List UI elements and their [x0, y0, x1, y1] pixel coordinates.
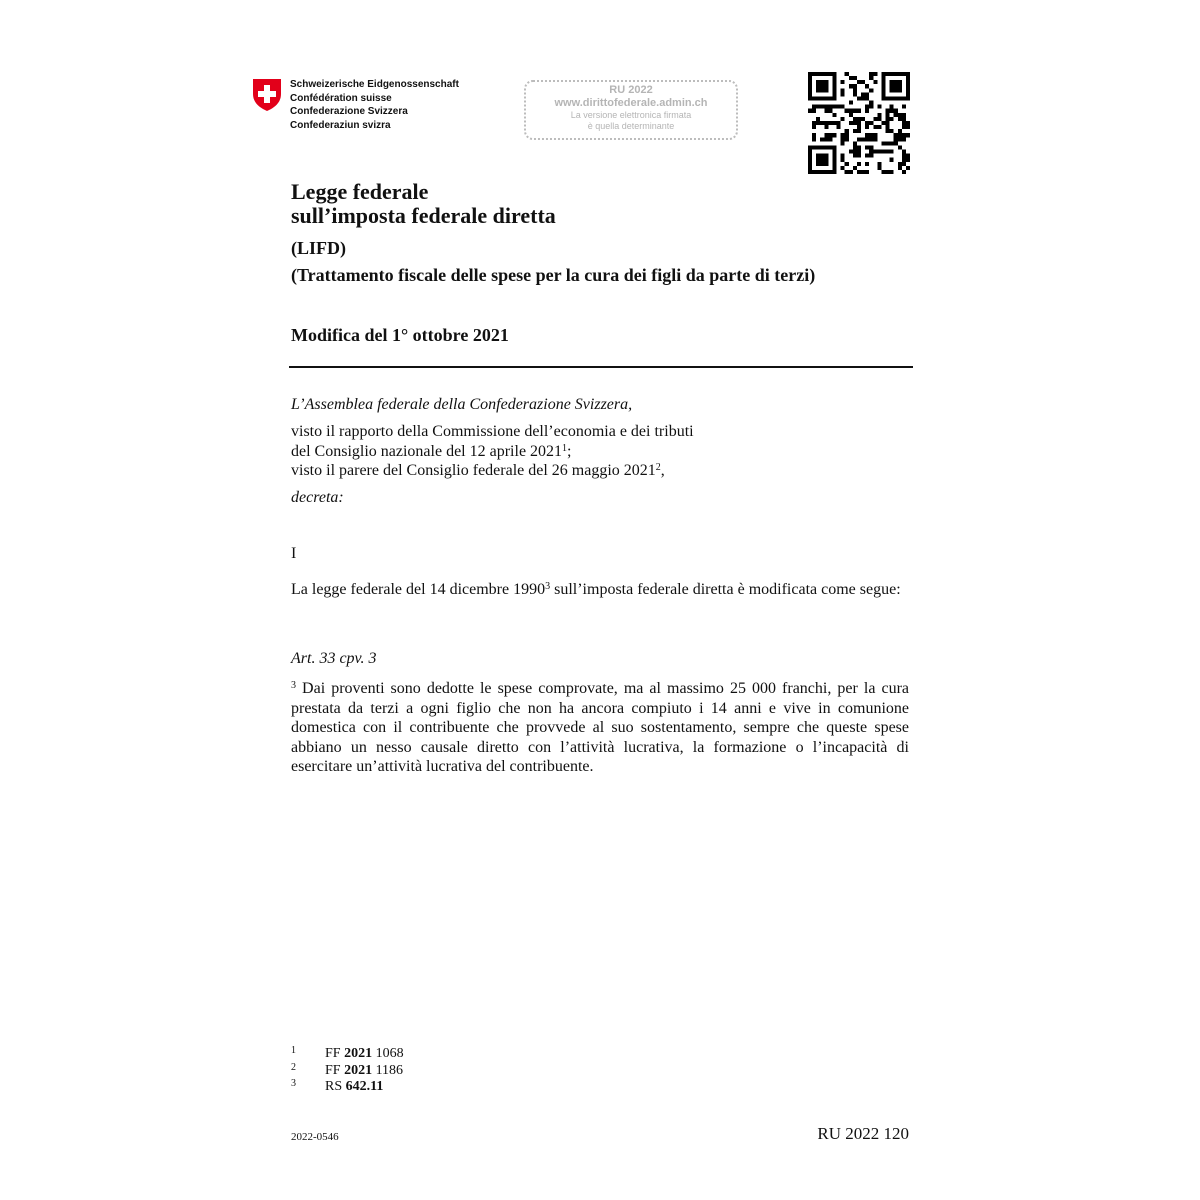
- stamp-collection: RU 2022: [609, 84, 653, 96]
- article-heading: Art. 33 cpv. 3: [291, 650, 377, 667]
- footnote-year: 2021: [344, 1062, 373, 1078]
- footnote-number: 1: [291, 1045, 296, 1056]
- paragraph-text: Dai proventi sono dedotte le spese comprovate, ma al massimo 25 000 franchi, per la cura prestata da terzi a ogni figlio che non ha ancora compiuto i 14 anni e vive in comunione domestica con il contribuente che provvede al suo sostentamento, sempre che queste spese abbiano un nesso causale diretto con l’attività lucrativa, la formazione o l’incapacità di esercitare un’attività lucrativa del contribuente.: [291, 680, 909, 775]
- stamp-website: www.dirittofederale.admin.ch: [554, 97, 708, 109]
- preamble-line-3-end: ,: [660, 462, 665, 479]
- assembly-line: L’Assemblea federale della Confederazione Svizzera,: [291, 396, 633, 413]
- footnote-ref-3[interactable]: 3: [545, 581, 551, 592]
- footnote-item: [291, 1079, 404, 1096]
- paragraph-number: 3: [291, 680, 296, 691]
- decreta-line: decreta:: [291, 489, 344, 506]
- amendment-intro: [291, 580, 909, 600]
- title-line-2: sull’imposta federale diretta: [291, 203, 556, 228]
- footnote-prefix: FF: [325, 1046, 341, 1061]
- confederation-name-it: Confederazione Svizzera: [290, 106, 408, 117]
- footnote-text: [325, 1079, 383, 1096]
- footnote-prefix: FF: [325, 1062, 341, 1078]
- footnote-page: 1068: [375, 1046, 404, 1061]
- preamble-line-2-end: ;: [567, 442, 572, 460]
- section-heading: I: [291, 545, 297, 562]
- confederation-name-fr: Confédération suisse: [290, 92, 392, 104]
- confederation-name-rm: Confederaziun svizra: [290, 119, 391, 131]
- stamp-note-line2: è quella determinante: [587, 121, 675, 131]
- footnote-prefix: RS: [325, 1079, 343, 1094]
- preamble-line-2: [291, 442, 694, 462]
- document-subtitle: (Trattamento fiscale delle spese per la cura dei figli da parte di terzi): [291, 265, 816, 285]
- preamble-considerations: [291, 422, 694, 481]
- electronic-signature-stamp: [524, 80, 738, 140]
- preamble-line-3: [291, 461, 694, 481]
- stamp-note-line1: La versione elettronica firmata: [570, 110, 692, 120]
- footnotes: [291, 1046, 404, 1096]
- footnote-text: [325, 1046, 404, 1063]
- article-paragraph: [291, 679, 909, 777]
- footnote-year: 2021: [344, 1046, 373, 1061]
- document-number: 2022-0546: [291, 1131, 339, 1143]
- title-divider: [289, 366, 913, 368]
- intro-text-a: La legge federale del 14 dicembre 1990: [291, 581, 546, 598]
- title-abbreviation: (LIFD): [291, 238, 346, 258]
- document-title: [291, 180, 556, 228]
- footnote-ref-1[interactable]: 1: [562, 442, 568, 454]
- page-reference: RU 2022 120: [817, 1124, 909, 1143]
- title-line-1: Legge federale: [291, 179, 429, 204]
- footnote-number: 3: [291, 1078, 296, 1089]
- footnote-number: 2: [291, 1061, 296, 1073]
- footnote-page: 1186: [375, 1062, 404, 1078]
- footnote-text: [325, 1063, 403, 1080]
- qr-code-icon: [808, 72, 910, 174]
- intro-text-b: sull’imposta federale diretta è modificata come segue:: [550, 581, 901, 598]
- preamble-line-1: visto il rapporto della Commissione dell’economia e dei tributi: [291, 423, 694, 440]
- preamble-line-2-text: del Consiglio nazionale del 12 aprile 2021: [291, 442, 563, 460]
- confederation-name-de: Schweizerische Eidgenossenschaft: [290, 79, 459, 90]
- swiss-coat-of-arms-icon: [252, 78, 282, 112]
- footnote-ref-number: 642.11: [345, 1079, 384, 1094]
- confederation-names: [290, 78, 459, 132]
- footnote-ref-2[interactable]: 2: [655, 462, 661, 473]
- preamble-line-3-text: visto il parere del Consiglio federale del 26 maggio 2021: [291, 462, 656, 479]
- amendment-date: Modifica del 1° ottobre 2021: [291, 325, 509, 345]
